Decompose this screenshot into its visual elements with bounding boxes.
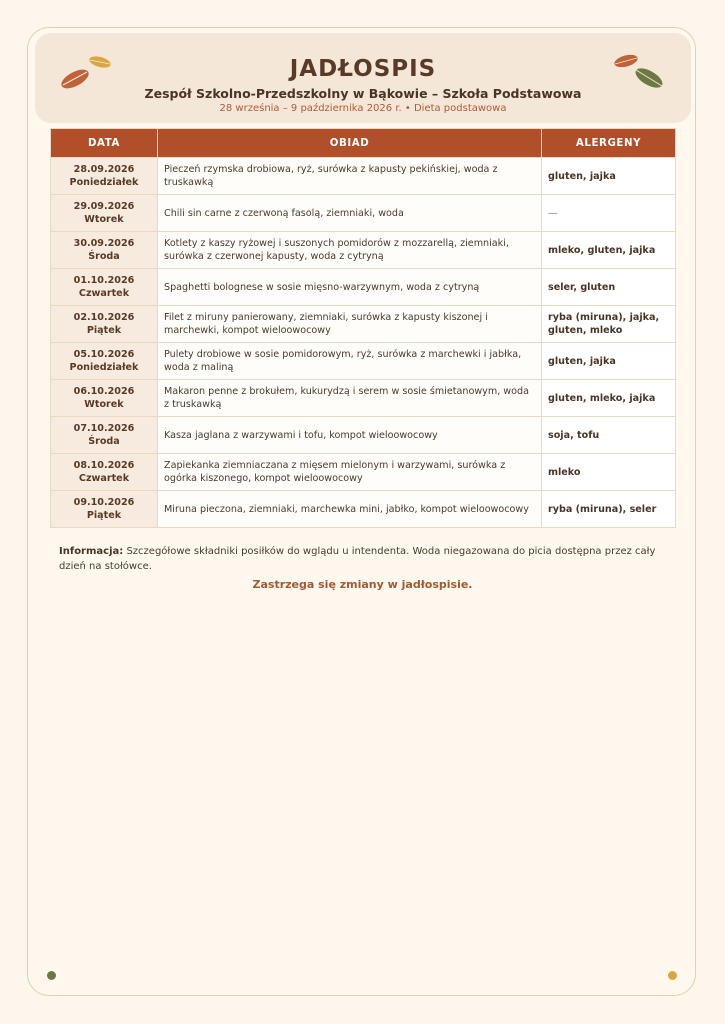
green-dot-icon xyxy=(47,971,56,980)
weekday: Czwartek xyxy=(78,473,130,484)
weekday: Piątek xyxy=(86,325,122,336)
allergens-cell: gluten, jajka xyxy=(542,343,676,380)
date-cell xyxy=(51,417,158,454)
date-value: 28.09.2026 xyxy=(73,164,135,175)
date-cell xyxy=(51,380,158,417)
date-value: 01.10.2026 xyxy=(73,275,135,286)
dish-cell: Chili sin carne z czerwoną fasolą, ziemniaki, woda xyxy=(158,195,542,232)
date-value: 29.09.2026 xyxy=(73,201,135,212)
school-name: Zespół Szkolno-Przedszkolny w Bąkowie – Szkoła Podstawowa xyxy=(144,86,582,101)
date-value: 09.10.2026 xyxy=(73,497,135,508)
date-value: 30.09.2026 xyxy=(73,238,135,249)
info-paragraph xyxy=(59,544,659,574)
dish-cell: Zapiekanka ziemniaczana z mięsem mielonym i warzywami, surówka z ogórka kiszonego, kompot wieloowocowy xyxy=(158,454,542,491)
table-row xyxy=(51,232,676,269)
weekday: Środa xyxy=(88,251,120,262)
dish-cell: Miruna pieczona, ziemniaki, marchewka mini, jabłko, kompot wieloowocowy xyxy=(158,491,542,528)
table-row xyxy=(51,195,676,232)
allergens-cell: gluten, mleko, jajka xyxy=(542,380,676,417)
header-banner xyxy=(35,33,691,123)
table-header-row xyxy=(51,129,676,158)
allergens-cell: soja, tofu xyxy=(542,417,676,454)
table-row xyxy=(51,306,676,343)
dish-cell: Pieczeń rzymska drobiowa, ryż, surówka z kapusty pekińskiej, woda z truskawką xyxy=(158,158,542,195)
column-header-meal: OBIAD xyxy=(158,129,542,158)
table-row xyxy=(51,343,676,380)
weekday: Czwartek xyxy=(78,288,130,299)
dish-cell: Spaghetti bolognese w sosie mięsno-warzywnym, woda z cytryną xyxy=(158,269,542,306)
column-header-date: DATA xyxy=(51,129,158,158)
change-notice: Zastrzega się zmiany w jadłospisie. xyxy=(252,578,473,591)
table-row xyxy=(51,158,676,195)
date-cell xyxy=(51,158,158,195)
date-cell xyxy=(51,343,158,380)
allergens-cell: ryba (miruna), seler xyxy=(542,491,676,528)
dish-cell: Pulety drobiowe w sosie pomidorowym, ryż, surówka z marchewki i jabłka, woda z maliną xyxy=(158,343,542,380)
allergens-cell: — xyxy=(542,195,676,232)
date-value: 02.10.2026 xyxy=(73,312,135,323)
table-row xyxy=(51,380,676,417)
dish-cell: Kasza jaglana z warzywami i tofu, kompot wieloowocowy xyxy=(158,417,542,454)
yellow-dot-icon xyxy=(668,971,677,980)
menu-table xyxy=(50,128,676,528)
weekday: Wtorek xyxy=(84,399,124,410)
date-cell xyxy=(51,269,158,306)
allergens-cell: seler, gluten xyxy=(542,269,676,306)
date-range: 28 września – 9 października 2026 r. • Dieta podstawowa xyxy=(219,103,507,114)
date-value: 05.10.2026 xyxy=(73,349,135,360)
date-cell xyxy=(51,195,158,232)
date-value: 07.10.2026 xyxy=(73,423,135,434)
date-value: 06.10.2026 xyxy=(73,386,135,397)
dish-cell: Filet z miruny panierowany, ziemniaki, surówka z kapusty kiszonej i marchewki, kompot wieloowocowy xyxy=(158,306,542,343)
leaf-decoration-right-icon xyxy=(608,50,668,94)
dish-cell: Makaron penne z brokułem, kukurydzą i serem w sosie śmietanowym, woda z truskawką xyxy=(158,380,542,417)
table-row xyxy=(51,454,676,491)
allergens-cell: mleko xyxy=(542,454,676,491)
date-cell xyxy=(51,454,158,491)
page-title: JADŁOSPIS xyxy=(289,56,437,82)
allergens-cell: mleko, gluten, jajka xyxy=(542,232,676,269)
weekday: Wtorek xyxy=(84,214,124,225)
date-cell xyxy=(51,232,158,269)
info-text: Szczegółowe składniki posiłków do wglądu u intendenta. Woda niegazowana do picia dostępna przez cały dzień na stołówce. xyxy=(59,546,656,572)
date-cell xyxy=(51,491,158,528)
info-label: Informacja: xyxy=(59,546,124,557)
table-row xyxy=(51,417,676,454)
table-row xyxy=(51,269,676,306)
date-value: 08.10.2026 xyxy=(73,460,135,471)
table-row xyxy=(51,491,676,528)
weekday: Środa xyxy=(88,436,120,447)
dish-cell: Kotlety z kaszy ryżowej i suszonych pomidorów z mozzarellą, ziemniaki, surówka z czerwonej kapusty, woda z cytryną xyxy=(158,232,542,269)
leaf-decoration-left-icon xyxy=(58,52,116,94)
weekday: Poniedziałek xyxy=(69,362,139,373)
weekday: Piątek xyxy=(86,510,122,521)
allergens-cell: gluten, jajka xyxy=(542,158,676,195)
date-cell xyxy=(51,306,158,343)
weekday: Poniedziałek xyxy=(69,177,139,188)
column-header-allergens: ALERGENY xyxy=(542,129,676,158)
allergens-cell: ryba (miruna), jajka, gluten, mleko xyxy=(542,306,676,343)
